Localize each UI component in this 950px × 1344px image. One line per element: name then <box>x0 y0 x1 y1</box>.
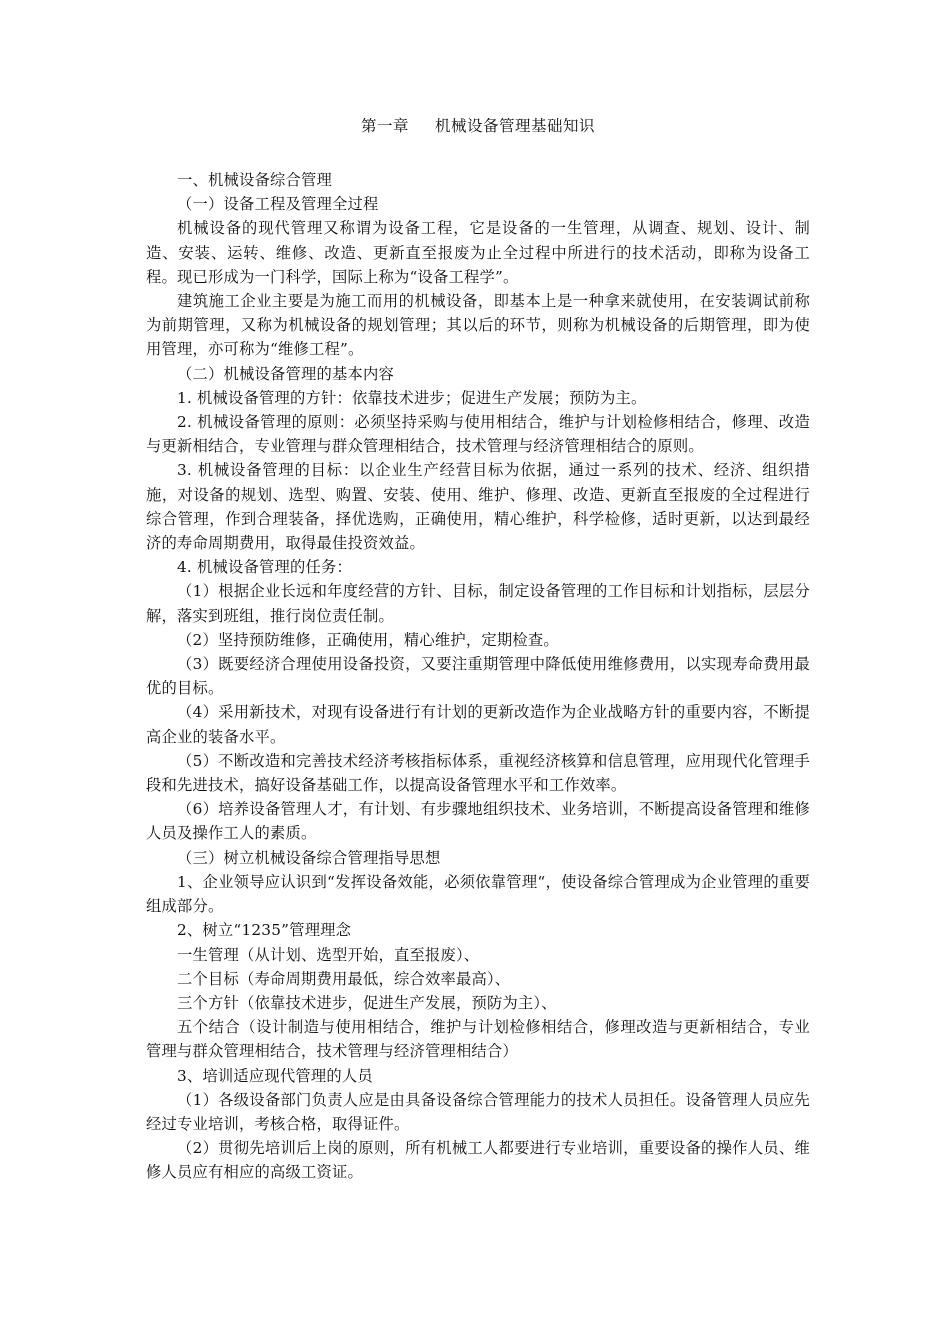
list-item: （1）各级设备部门负责人应是由具备设备综合管理能力的技术人员担任。设备管理人员应先经过专业培训，考核合格，取得证件。 <box>146 1090 810 1133</box>
list-item: （3）既要经济合理使用设备投资，又要注重期管理中降低使用维修费用，以实现寿命费用最优的目标。 <box>146 655 810 698</box>
list-item: 2. 机械设备管理的原则：必须坚持采购与使用相结合，维护与计划检修相结合，修理、改造与更新相结合，专业管理与群众管理相结合，技术管理与经济管理相结合的原则。 <box>146 413 810 456</box>
body-paragraph: 建筑施工企业主要是为施工而用的机械设备，即基本上是一种拿来就使用，在安装调试前称为前期管理，又称为机械设备的规划管理；其以后的环节，则称为机械设备的后期管理，即为使用管理，亦可称为“维修工程”。 <box>146 292 810 359</box>
list-item: 2、树立“1235”管理理念 <box>177 921 352 940</box>
list-item: 三个方针（依靠技术进步，促进生产发展，预防为主）、 <box>177 993 557 1012</box>
body-paragraph: 机械设备的现代管理又称谓为设备工程，它是设备的一生管理，从调查、规划、设计、制造、安装、运转、维修、改造、更新直至报废为止全过程中所进行的技术活动，即称为设备工程。现已形成为一门科学，国际上称为“设备工程学”。 <box>146 219 810 286</box>
list-item: 二个目标（寿命周期费用最低，综合效率最高）、 <box>177 969 511 988</box>
document-page <box>146 114 810 1185</box>
list-item: （2）贯彻先培训后上岗的原则，所有机械工人都要进行专业培训，重要设备的操作人员、维修人员应有相应的高级工资证。 <box>146 1139 810 1182</box>
list-item: 1、企业领导应认识到“发挥设备效能，必须依靠管理“，使设备综合管理成为企业管理的重要组成部分。 <box>146 872 810 916</box>
chapter-number: 第一章 <box>360 117 409 135</box>
chapter-name: 机械设备管理基础知识 <box>435 117 596 135</box>
list-item: 4. 机械设备管理的任务： <box>177 558 353 577</box>
list-item: （2）坚持预防维修，正确使用，精心维护，定期检查。 <box>177 630 559 649</box>
list-item: 1. 机械设备管理的方针：依靠技术进步；促进生产发展；预防为主。 <box>177 388 647 407</box>
list-item: 3. 机械设备管理的目标：以企业生产经营目标为依据，通过一系列的技术、经济、组织措施，对设备的规划、选型、购置、安装、使用、维护、修理、改造、更新直至报废的全过程进行综合管理，作到合理装备，择优选购，正确使用，精心维护，科学检修，适时更新，以达到最经济的寿命周期费用，取得最佳投资效益。 <box>146 461 810 553</box>
list-item: （5）不断改造和完善技术经济考核指标体系，重视经济核算和信息管理，应用现代化管理手段和先进技术，搞好设备基础工作，以提高设备管理水平和工作效率。 <box>146 751 810 795</box>
subsection-heading: （二）机械设备管理的基本内容 <box>177 364 394 383</box>
list-item: 3、培训适应现代管理的人员 <box>177 1066 373 1085</box>
section-heading: 一、机械设备综合管理 <box>177 171 332 189</box>
list-item: （4）采用新技术，对现有设备进行有计划的更新改造作为企业战略方针的重要内容，不断提高企业的装备水平。 <box>146 703 810 746</box>
subsection-heading: （一）设备工程及管理全过程 <box>177 195 379 214</box>
subsection-heading: （三）树立机械设备综合管理指导思想 <box>177 848 441 867</box>
chapter-title <box>146 114 810 138</box>
list-item: （1）根据企业长远和年度经营的方针、目标，制定设备管理的工作目标和计划指标，层层分解，落实到班组，推行岗位责任制。 <box>146 582 810 625</box>
list-item: 五个结合（设计制造与使用相结合，维护与计划检修相结合，修理改造与更新相结合，专业管理与群众管理相结合，技术管理与经济管理相结合） <box>146 1018 810 1061</box>
list-item: （6）培养设备管理人才，有计划、有步骤地组织技术、业务培训，不断提高设备管理和维修人员及操作工人的素质。 <box>146 800 810 843</box>
list-item: 一生管理（从计划、选型开始，直至报废）、 <box>177 945 480 964</box>
